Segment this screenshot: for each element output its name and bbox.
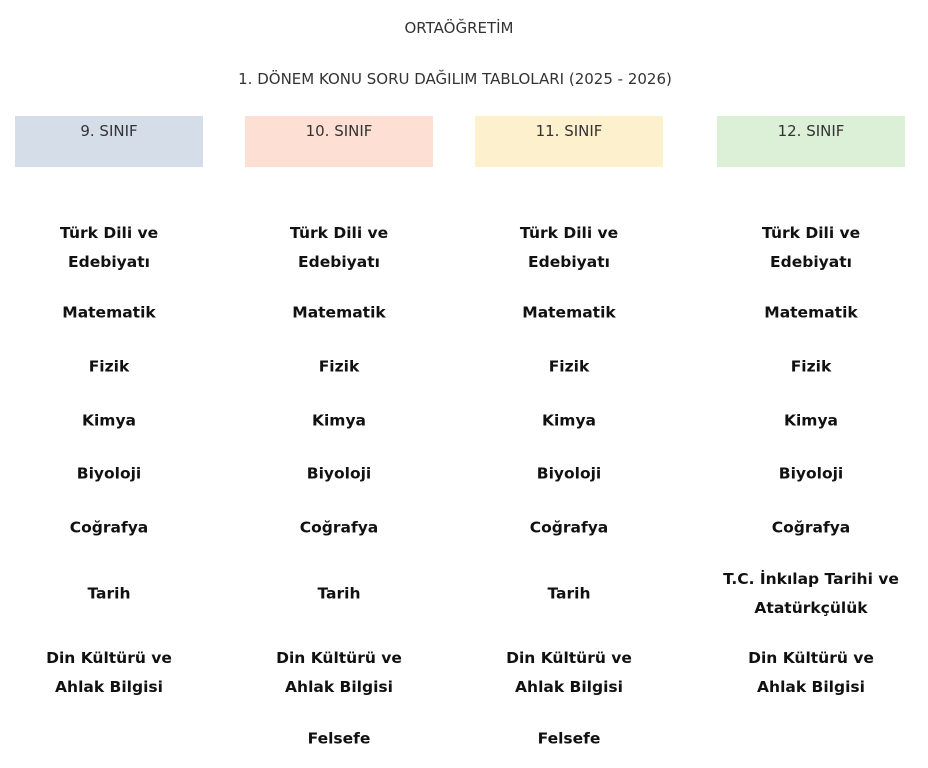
subject-link[interactable]: Din Kültürü ve Ahlak Bilgisi [748,649,874,696]
grade-9-subject-list [15,0,203,768]
subject-link[interactable]: Felsefe [537,729,601,748]
subject-link[interactable]: Kimya [81,411,137,430]
grade-12-subject-list [717,0,905,768]
subject-link[interactable]: Tarih [87,584,131,603]
subject-link[interactable]: Biyoloji [76,464,142,483]
subject-link[interactable]: Din Kültürü ve Ahlak Bilgisi [506,649,632,696]
subject-link[interactable]: Türk Dili ve Edebiyatı [761,224,861,271]
subject-link[interactable]: Coğrafya [69,518,149,537]
subject-link[interactable]: Fizik [790,357,832,376]
subject-link[interactable]: Felsefe [307,729,371,748]
subject-link[interactable]: Biyoloji [306,464,372,483]
subject-link[interactable]: Türk Dili ve Edebiyatı [519,224,619,271]
subject-link[interactable]: Tarih [547,584,591,603]
subject-link[interactable]: Din Kültürü ve Ahlak Bilgisi [46,649,172,696]
subject-link[interactable]: Biyoloji [778,464,844,483]
subject-link[interactable]: Din Kültürü ve Ahlak Bilgisi [276,649,402,696]
grade-10-button[interactable]: 10. SINIF [245,116,433,167]
subject-link[interactable]: Coğrafya [299,518,379,537]
subject-link[interactable]: Matematik [764,303,858,322]
subject-link[interactable]: Kimya [311,411,367,430]
grade-12-button[interactable]: 12. SINIF [717,116,905,167]
page-title: ORTAÖĞRETİM [404,19,514,37]
subject-link[interactable]: Coğrafya [529,518,609,537]
subject-link[interactable]: T.C. İnkılap Tarihi ve Atatürkçülük [723,570,899,617]
grade-9-button[interactable]: 9. SINIF [15,116,203,167]
subject-link[interactable]: Matematik [292,303,386,322]
grade-11-button[interactable]: 11. SINIF [475,116,663,167]
page-subtitle: 1. DÖNEM KONU SORU DAĞILIM TABLOLARI (2025 - 2026) [238,70,672,88]
subject-link[interactable]: Türk Dili ve Edebiyatı [59,224,159,271]
subject-link[interactable]: Kimya [783,411,839,430]
grade-11-subject-list [475,0,663,768]
subject-link[interactable]: Fizik [88,357,130,376]
subject-link[interactable]: Fizik [548,357,590,376]
subject-link[interactable]: Kimya [541,411,597,430]
subject-link[interactable]: Türk Dili ve Edebiyatı [289,224,389,271]
grade-10-subject-list [245,0,433,768]
subject-link[interactable]: Matematik [522,303,616,322]
subject-link[interactable]: Fizik [318,357,360,376]
subject-link[interactable]: Matematik [62,303,156,322]
subject-link[interactable]: Biyoloji [536,464,602,483]
subject-link[interactable]: Tarih [317,584,361,603]
subject-link[interactable]: Coğrafya [771,518,851,537]
